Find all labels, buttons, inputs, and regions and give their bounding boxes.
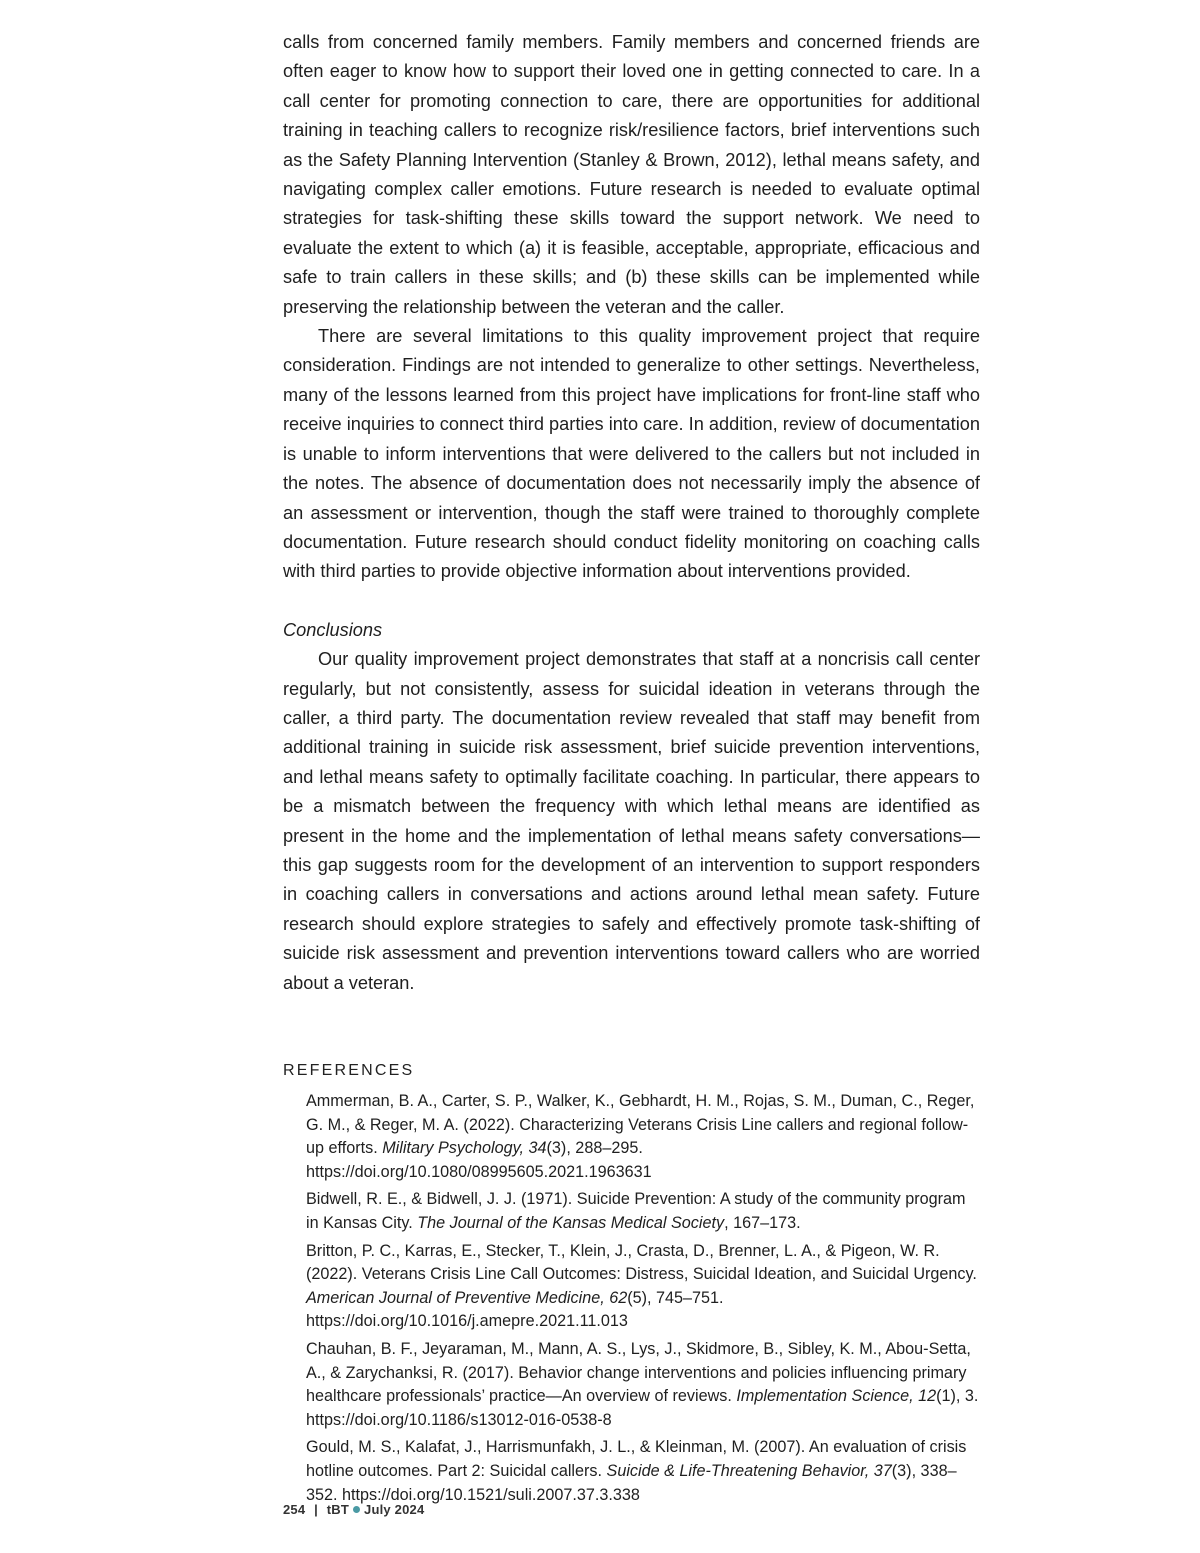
bullet-dot-icon: [353, 1506, 360, 1513]
reference-text: Ammerman, B. A., Carter, S. P., Walker, K., Gebhardt, H. M., Rojas, S. M., Duman, C., Reger, G. M., & Reger, M. A. (2022). Characterizing Veterans Crisis Line callers and regional follow-up efforts.: [306, 1092, 975, 1158]
body-paragraph: There are several limitations to this quality improvement project that require consideration. Findings are not intended to generalize to other settings. Nevertheless, many of the lessons learned from this project have implications for front-line staff who receive inquiries to connect third parties into care. In addition, review of documentation is unable to inform interventions that were delivered to the callers but not included in the notes. The absence of documentation does not necessarily imply the absence of an assessment or intervention, though the staff were trained to thoroughly complete documentation. Future research should conduct fidelity monitoring on coaching calls with third parties to provide objective information about interventions provided.: [283, 326, 980, 582]
reference-text: Chauhan, B. F., Jeyaraman, M., Mann, A. S., Lys, J., Skidmore, B., Sibley, K. M., Abou-Setta, A., & Zarychanksi, R. (2017). Behavior change interventions and policies influencing primary healthcare professionals’ practice—An overview of reviews.: [306, 1339, 971, 1406]
reference-doi-link[interactable]: https://doi.org/10.1016/j.amepre.2021.11.013: [306, 1312, 628, 1331]
reference-text: , 167–173.: [724, 1213, 801, 1232]
body-text: [283, 28, 980, 998]
reference-text: Gould, M. S., Kalafat, J., Harrismunfakh, J. L., & Kleinman, M. (2007). An evaluation of crisis hotline outcomes. Part 2: Suicidal callers.: [306, 1438, 967, 1480]
page-footer: [283, 1502, 424, 1517]
reference-text: Bidwell, R. E., & Bidwell, J. J. (1971). Suicide Prevention: A study of the community program in Kansas City.: [306, 1190, 966, 1232]
reference-journal: Suicide & Life-Threatening Behavior, 37: [606, 1461, 892, 1480]
reference-text: (3), 288–295.: [546, 1139, 643, 1158]
reference-item: [306, 1090, 981, 1184]
conclusions-paragraph: Our quality improvement project demonstrates that staff at a noncrisis call center regularly, but not consistently, assess for suicidal ideation in veterans through the caller, a third party. The documentation review revealed that staff may benefit from additional training in suicide risk assessment, brief suicide prevention interventions, and lethal means safety to optimally facilitate coaching. In particular, there appears to be a mismatch between the frequency with which lethal means are identified as present in the home and the implementation of lethal means safety conversations—this gap suggests room for the development of an intervention to support responders in coaching callers in conversations and actions around lethal mean safety. Future research should explore strategies to safely and effectively promote task-shifting of suicide risk assessment and prevention interventions toward callers who are worried about a veteran.: [283, 649, 980, 993]
reference-item: [306, 1436, 981, 1507]
footer-separator: |: [314, 1502, 318, 1517]
journal-name: tBT: [326, 1502, 350, 1517]
reference-journal: Military Psychology, 34: [382, 1139, 547, 1158]
reference-item: [306, 1188, 981, 1235]
reference-doi-link[interactable]: https://doi.org/10.1080/08995605.2021.1963631: [306, 1162, 652, 1181]
reference-journal: American Journal of Preventive Medicine, 62: [306, 1288, 628, 1307]
page-column: [283, 28, 980, 1511]
reference-text: (5), 745–751.: [627, 1288, 724, 1307]
reference-item: [306, 1338, 981, 1432]
reference-text: (1), 3. https://doi.org/10.1186/s13012-016-0538-8: [306, 1387, 979, 1429]
page-number: 254: [283, 1502, 306, 1517]
reference-text: Britton, P. C., Karras, E., Stecker, T., Klein, J., Crasta, D., Brenner, L. A., & Pigeon, W. R. (2022). Veterans Crisis Line Call Outcomes: Distress, Suicidal Ideation, and Suicidal Urgency.: [306, 1241, 977, 1284]
reference-text: (3), 338–352. https://doi.org/10.1521/suli.2007.37.3.338: [306, 1461, 957, 1504]
conclusions-heading: Conclusions: [283, 619, 383, 640]
reference-list: [306, 1090, 981, 1507]
reference-journal: Implementation Science, 12: [736, 1387, 937, 1406]
reference-item: [306, 1240, 981, 1334]
references-heading: REFERENCES: [283, 1062, 415, 1079]
body-paragraph: calls from concerned family members. Family members and concerned friends are often eager to know how to support their loved one in getting connected to care. In a call center for promoting connection to care, there are opportunities for additional training in teaching callers to recognize risk/resilience factors, brief interventions such as the Safety Planning Intervention (Stanley & Brown, 2012), lethal means safety, and navigating complex caller emotions. Future research is needed to evaluate optimal strategies for task-shifting these skills toward the support network. We need to evaluate the extent to which (a) it is feasible, acceptable, appropriate, efficacious and safe to train callers in these skills; and (b) these skills can be implemented while preserving the relationship between the veteran and the caller.: [283, 32, 980, 317]
issue-date: July 2024: [364, 1502, 425, 1517]
reference-journal: The Journal of the Kansas Medical Society: [417, 1213, 725, 1232]
